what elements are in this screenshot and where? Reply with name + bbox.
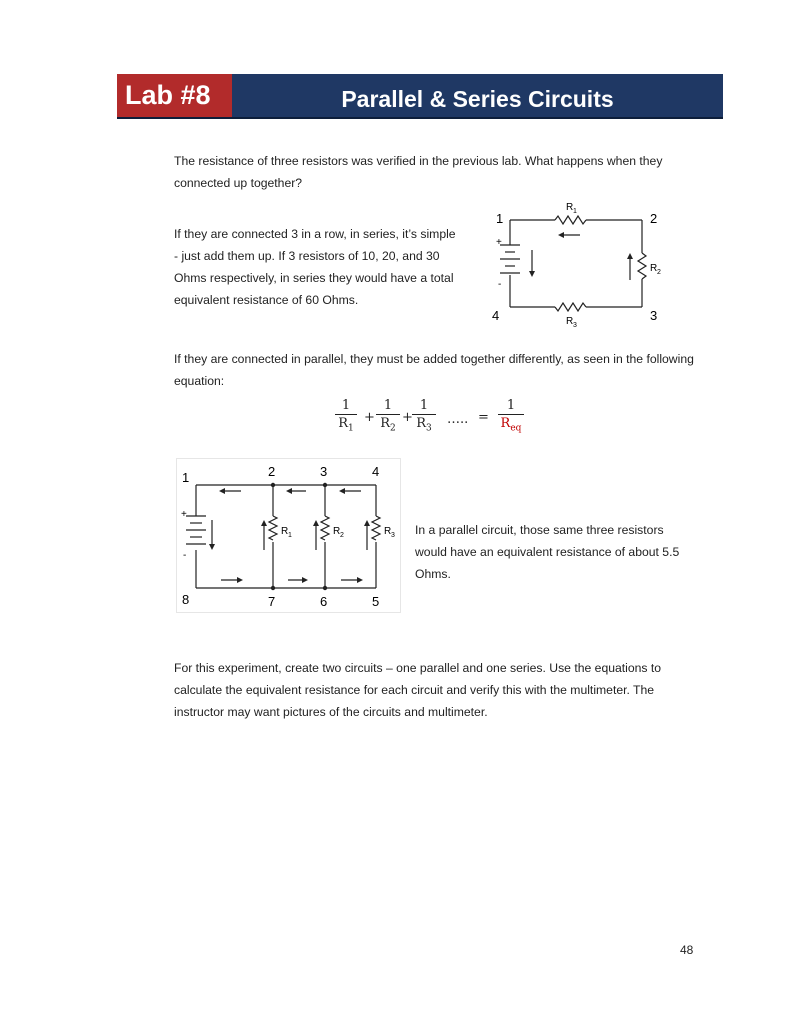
series-node-4: 4 <box>492 308 500 323</box>
parallel-resistance-equation <box>330 398 550 444</box>
parallel-node-8: 8 <box>182 592 190 607</box>
series-battery-minus: - <box>498 279 502 290</box>
page-title: Parallel & Series Circuits <box>341 86 614 112</box>
fraction-r2-numerator: 1 <box>383 398 393 413</box>
fraction-r2-subscript: 2 <box>390 423 396 434</box>
fraction-r3-subscript: 3 <box>426 423 432 434</box>
lab-number-label: Lab #8 <box>117 74 232 117</box>
parallel-r3-sub: 3 <box>391 532 395 539</box>
fraction-req-subscript: eq <box>510 423 522 434</box>
parallel-battery-minus: - <box>183 550 187 561</box>
parallel-r3-label: R <box>384 526 392 537</box>
series-circuit-diagram <box>480 195 680 335</box>
parallel-node-2: 2 <box>268 464 276 479</box>
fraction-req <box>498 398 524 434</box>
experiment-paragraph: For this experiment, create two circuits – one parallel and one series. Use the equations to calculate the equivalent resistance for each circuit and verify this with the multimeter. The instructor may want pictures of the circuits and multimeter. <box>174 661 662 719</box>
equals-sign: = <box>478 410 489 425</box>
series-paragraph: If they are connected 3 in a row, in series, it’s simple - just add them up. If 3 resistors of 10, 20, and 30 Ohms respectively, in series they would have a total equivalent resistance of 60 Ohms. <box>174 227 456 307</box>
fraction-r1 <box>335 398 357 434</box>
series-battery-plus: + <box>496 237 502 248</box>
parallel-node-4: 4 <box>372 464 380 479</box>
parallel-intro-paragraph: If they are connected in parallel, they must be added together differently, as seen in the following equation: <box>174 352 694 388</box>
parallel-node-6: 6 <box>320 594 328 609</box>
parallel-circuit-diagram <box>176 458 401 613</box>
series-r3-label: R <box>566 316 574 327</box>
series-r3-sub: 3 <box>573 322 577 329</box>
series-node-1: 1 <box>496 211 504 226</box>
plus-sign-1: + <box>364 410 375 425</box>
series-node-2: 2 <box>650 211 658 226</box>
parallel-r2-sub: 2 <box>340 532 344 539</box>
series-r2-label: R <box>650 263 658 274</box>
plus-sign-2: + <box>402 410 413 425</box>
parallel-r1-label: R <box>281 526 289 537</box>
page-number: 48 <box>680 943 694 957</box>
series-node-3: 3 <box>650 308 658 323</box>
parallel-r1-sub: 1 <box>288 532 292 539</box>
parallel-battery-plus: + <box>181 509 187 520</box>
series-r2-sub: 2 <box>657 269 661 276</box>
fraction-r1-subscript: 1 <box>348 423 354 434</box>
fraction-r1-numerator: 1 <box>341 398 351 413</box>
fraction-r3-denominator: R <box>416 416 427 431</box>
parallel-node-1: 1 <box>182 470 190 485</box>
ellipsis: ….. <box>447 412 469 427</box>
fraction-req-numerator: 1 <box>506 398 516 413</box>
fraction-r2 <box>376 398 400 434</box>
fraction-r1-denominator: R <box>338 416 349 431</box>
parallel-node-7: 7 <box>268 594 276 609</box>
parallel-node-3: 3 <box>320 464 328 479</box>
fraction-r3-numerator: 1 <box>419 398 429 413</box>
series-r1-sub: 1 <box>573 208 577 215</box>
intro-paragraph: The resistance of three resistors was verified in the previous lab. What happens when they connected up together? <box>174 154 663 190</box>
series-r1-label: R <box>566 202 574 213</box>
parallel-paragraph: In a parallel circuit, those same three resistors would have an equivalent resistance of about 5.5 Ohms. <box>415 523 680 581</box>
parallel-r2-label: R <box>333 526 341 537</box>
header-banner <box>117 74 723 119</box>
fraction-req-denominator: R <box>500 416 511 431</box>
fraction-r3 <box>412 398 436 434</box>
fraction-r2-denominator: R <box>380 416 391 431</box>
parallel-node-5: 5 <box>372 594 380 609</box>
